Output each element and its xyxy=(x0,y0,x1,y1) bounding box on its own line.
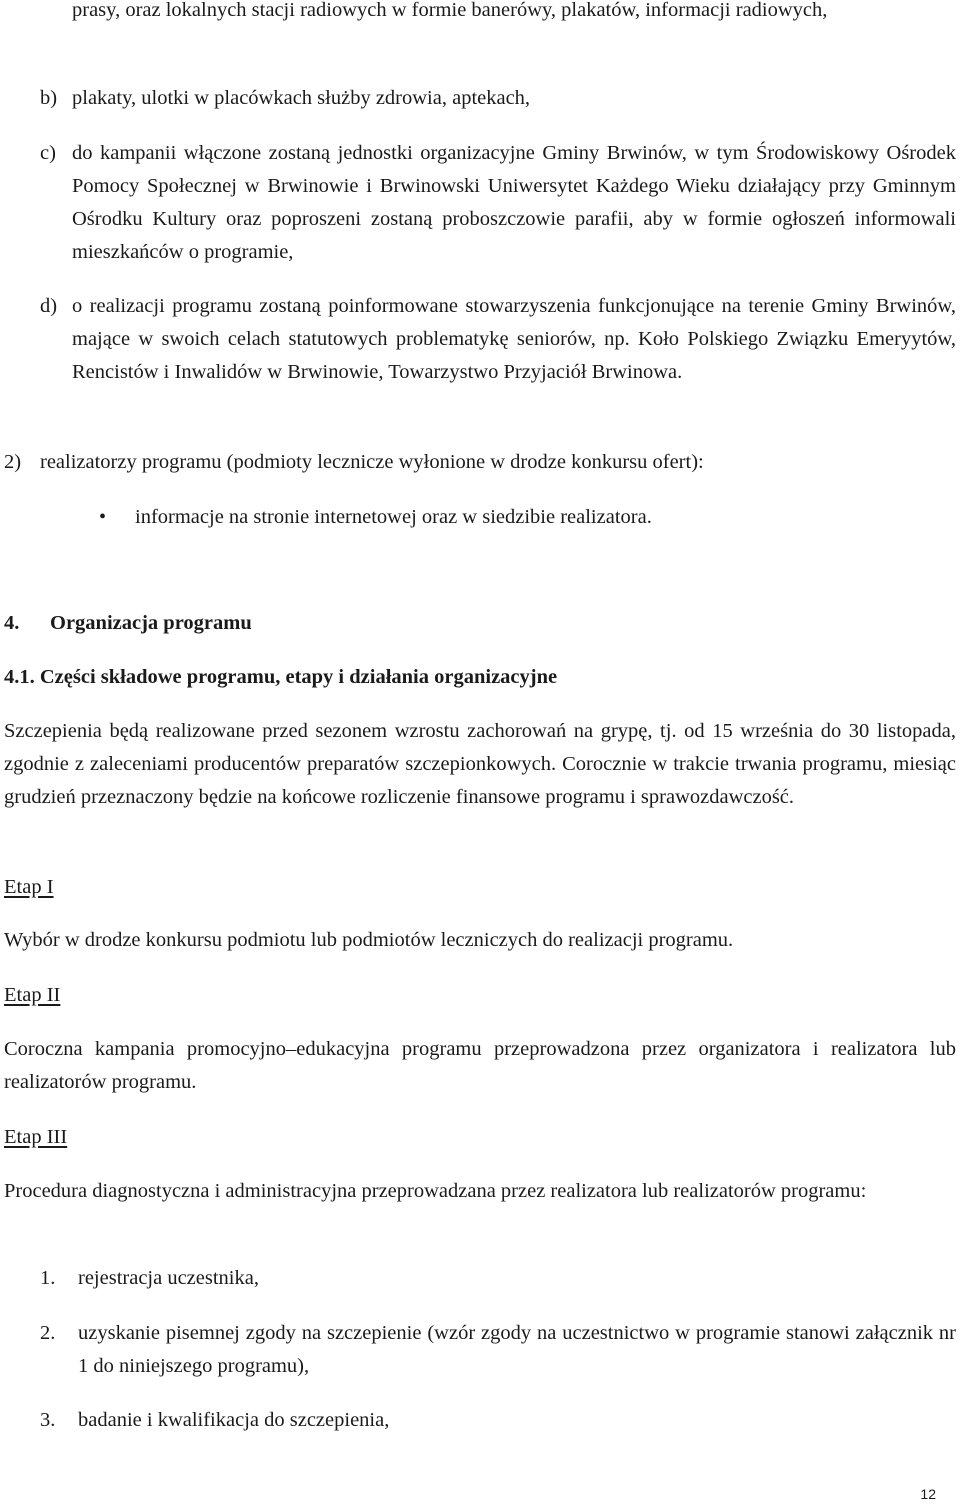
list-item-2-text: uzyskanie pisemnej zgody na szczepienie (wzór zgody na uczestnictwo w programie stanowi załącznik nr 1 do niniejszego programu), xyxy=(78,1322,956,1377)
item-b-text: plakaty, ulotki w placówkach służby zdrowia, aptekach, xyxy=(72,87,531,109)
page-number: 12 xyxy=(920,1486,936,1502)
item-2-label: 2) xyxy=(4,451,22,473)
etap-1-heading: Etap I xyxy=(4,876,54,898)
item-d-label: d) xyxy=(40,295,58,317)
etap-1-text: Wybór w drodze konkursu podmiotu lub podmiotów leczniczych do realizacji programu. xyxy=(4,929,734,951)
list-item-1-text: rejestracja uczestnika, xyxy=(78,1267,259,1289)
item-b-label: b) xyxy=(40,87,58,109)
etap-3-text: Procedura diagnostyczna i administracyjna przeprowadzana przez realizatora lub realizatorów programu: xyxy=(4,1180,867,1202)
list-item-3-text: badanie i kwalifikacja do szczepienia, xyxy=(78,1409,390,1431)
etap-2-heading: Etap II xyxy=(4,984,61,1006)
etap-3-heading: Etap III xyxy=(4,1126,68,1148)
list-item-2-label: 2. xyxy=(40,1322,56,1344)
heading-4-title: Organizacja programu xyxy=(50,612,252,634)
etap-2-text: Coroczna kampania promocyjno–edukacyjna programu przeprowadzona przez organizatora i realizatora lub realizatorów programu. xyxy=(4,1038,956,1093)
bullet-icon: • xyxy=(99,506,107,528)
item-a-continuation: prasy, oraz lokalnych stacji radiowych w formie banerówy, plakatów, informacji radiowych, xyxy=(72,0,828,21)
item-d-text: o realizacji programu zostaną poinformowane stowarzyszenia funkcjonujące na terenie Gminy Brwinów, mające w swoich celach statutowych problematykę seniorów, np. Koło Polskiego Związku Emeryytów, Rencistów i Inwalidów w Brwinowie, Towarzystwo Przyjaciół Brwinowa. xyxy=(72,295,956,383)
item-c-text: do kampanii włączone zostaną jednostki organizacyjne Gminy Brwinów, w tym Środowiskowy Ośrodek Pomocy Społecznej w Brwinowie i Brwinowski Uniwersytet Każdego Wieku działający przy Gminnym Ośrodku Kultury oraz poproszeni zostaną proboszczowie parafii, aby w formie ogłoszeń informowali mieszkańców o programie, xyxy=(72,142,956,263)
item-2-text: realizatorzy programu (podmioty lecznicze wyłonione w drodze konkursu ofert): xyxy=(40,451,704,473)
list-item-1-label: 1. xyxy=(40,1267,56,1289)
heading-4-1: 4.1. Części składowe programu, etapy i działania organizacyjne xyxy=(4,666,558,688)
bullet-item-text: informacje na stronie internetowej oraz w siedzibie realizatora. xyxy=(135,506,652,528)
paragraph-schedule: Szczepienia będą realizowane przed sezonem wzrostu zachorowań na grypę, tj. od 15 września do 30 listopada, zgodnie z zaleceniami producentów preparatów szczepionkowych. Corocznie w trakcie trwania programu, miesiąc grudzień przeznaczony będzie na końcowe rozliczenie finansowe programu i sprawozdawczość. xyxy=(4,720,956,808)
item-c-label: c) xyxy=(40,142,56,164)
list-item-3-label: 3. xyxy=(40,1409,56,1431)
heading-4-number: 4. xyxy=(4,612,20,634)
